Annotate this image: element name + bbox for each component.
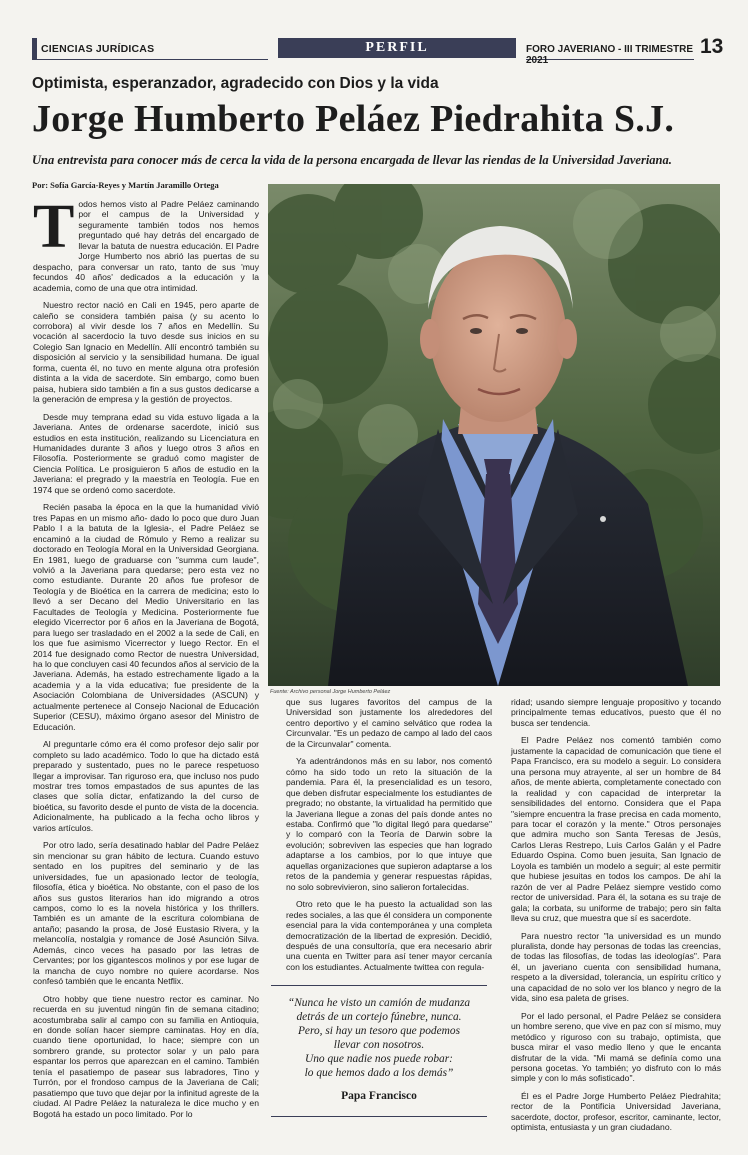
- article-kicker: Optimista, esperanzador, agradecido con Dios y la vida: [32, 75, 439, 92]
- page-number: 13: [700, 35, 724, 58]
- paragraph: Al preguntarle cómo era él como profesor dejo salir por completo su lado académico. Todo lo que ha dictado está preparado y sustentado, pues no le parece respetuoso llegar a improvisar. Tan riguroso era, que incluso nos pudo mostrar tres tomos empastados de sus apuntes de las clases que solía dictar, enfatizando la del curso de bioética, su favorito desde el punto de vista de la docencia. Adicionalmente, ha publicado a la fecha ocho libros y varios artículos.: [33, 739, 259, 833]
- paragraph: Otro hobby que tiene nuestro rector es caminar. No recuerda en su juventud ningún fin de semana citadino; acostumbraba salir al campo con su familia en Antioquia, en donde solían hacer siempre caminatas. Hoy en día, cuando tiene oportunidad, lo hace; siempre con un sombrero grande, su protector solar y un palo para espantar los perros que aparezcan en el camino. También tenía el pasatiempo de pasear sus labradores, Tino y Turrón, por el frondoso campus de la Javeriana de Cali; pasatiempo que tuvo que dejar por la infinitud agreste de la ciudad. Al Padre Peláez la naturaleza le dice mucho y en Bogotá ha estado un poco limitado. Por lo: [33, 993, 259, 1119]
- pull-quote: [271, 985, 487, 1117]
- article-standfirst: Una entrevista para conocer más de cerca la vida de la persona encargada de llevar las riendas de la Universidad Javeriana.: [32, 153, 672, 167]
- section-badge: PERFIL: [278, 38, 516, 58]
- article-title: Jorge Humberto Peláez Piedrahita S.J.: [32, 98, 675, 140]
- paragraph: Él es el Padre Jorge Humberto Peláez Piedrahita; rector de la Pontificia Universidad Javeriana, sacerdote, doctor, profesor, escritor, caminante, lector, optimista, entusiasta y un gran ciudadano.: [511, 1090, 721, 1133]
- paragraph: Por el lado personal, el Padre Peláez se considera un hombre sereno, que vive en paz con sí mismo, muy metódico y riguroso con su trabajo, optimista, que busca mirar el vaso medio lleno y que le encanta disfrutar de la vida. "Mi mamá se definía como una persona gocetas. Yo también; yo disfruto con lo más simple y con lo más sofisticado".: [511, 1010, 721, 1084]
- section-label: CIENCIAS JURÍDICAS: [32, 38, 268, 60]
- paragraph: que sus lugares favoritos del campus de la Universidad son justamente los alrededores del centro deportivo y el camino selvático que rodea la Circunvalar. "Es un pedazo de campo al lado del caos de la Circunvalar" comenta.: [286, 697, 492, 749]
- page-header: [32, 35, 724, 66]
- paragraph: Todos hemos visto al Padre Peláez caminando por el campus de la Universidad y seguramente también todos nos hemos preguntado qué hay detrás del encargado de llevar la batuta de nuestra educación. El Padre Jorge Humberto nos abrió las puertas de su despacho, para conversar un rato, tanto de sus 'muy fecundos 40 años' dedicados a la educación y la academia, como de una que otra intimidad.: [33, 193, 259, 293]
- quote-text: “Nunca he visto un camión de mudanza detrás de un cortejo fúnebre, nunca. Pero, si hay un tesoro que podemos llevar con nosotros. Uno que nadie nos puede robar: lo que hemos dado a los demás”: [287, 997, 471, 1079]
- paragraph: Otro reto que le ha puesto la actualidad son las redes sociales, a las que él considera un componente esencial para la vida contemporánea y una completa democratización de la libertad de expresión. Decidió, después de una consultoría, que era necesario abrir una cuenta en Twitter para así tener mayor cercanía con los estudiantes. Actualmente twittea con regula-: [286, 899, 492, 972]
- paragraph: Nuestro rector nació en Cali en 1945, pero aparte de caleño se considera también paisa (y su acento lo corrobora) al vivir desde los 7 años en Medellín. Su vocación al sacerdocio la tuvo desde sus inicios en su Colegio San Ignacio en Medellín. Allí encontró también su disposición al servicio y la sensibilidad humana. De igual forma, cuenta él, no tuvo en mente alguna otra profesión distinta a la vida de sacerdote. Sin embargo, como buen paisa, hubiera sido también a fin a sus gustos dedicarse a la generación de empresa y la gestión de proyectos.: [33, 300, 259, 405]
- article-column-3: [511, 697, 721, 1140]
- article-byline: Por: Sofía García-Reyes y Martín Jaramillo Ortega: [32, 180, 219, 190]
- paragraph: Para nuestro rector "la universidad es un mundo pluralista, donde hay personas de todas las creencias, de todas las filosofías, de todas las ideologías". Para él, un javeriano cuenta con sensibilidad humana, respeto a la diversidad, tolerancia, un espíritu crítico y una capacidad de no solo ver los blanco y negro de la vida, sino esa paleta de grises.: [511, 930, 721, 1004]
- paragraph: Ya adentrándonos más en su labor, nos comentó cómo ha sido todo un reto la situación de la pandemia. Para él, la presencialidad es un tesoro, que deben disfrutar especialmente los estudiantes de pregrado; no obstante, la virtualidad ha permitido que la Javeriana llegue a zonas del país donde antes no estaba. Confirmó que "lo digital llegó para quedarse" y lo comparó con la Teoría de Darwin sobre la evolución; sobreviven las especies que han logrado adaptarse a los cambios, por lo que intuye que aquellas organizaciones que supieron adaptarse a los retos de la pandemia y generar respuestas rápidas, no solo sobrevivieron, sino salieron fortalecidas.: [286, 756, 492, 892]
- publication-label: FORO JAVERIANO - III TRIMESTRE 2021: [526, 38, 694, 60]
- article-column-2: [286, 697, 492, 979]
- quote-author: Papa Francisco: [341, 1090, 417, 1102]
- photo-caption: Fuente: Archivo personal Jorge Humberto Peláez: [270, 689, 391, 695]
- portrait-photo: [268, 184, 720, 686]
- paragraph: Por otro lado, sería desatinado hablar del Padre Peláez sin mencionar su gran hábito de lectura. Cuando estuvo sentado en los pupitres del seminario y de las universidades, fue un apasionado lector de teología, filosofía, ética y bioética. No obstante, con el paso de los años sus gustos literarios han ido migrando a otros campos, como lo es la novela histórica y los thrillers. También es un amante de la escritura colombiana de antaño; pasando la prosa, de José Eustasio Rivera, y la melancolía, nostalgia y romance de José Asunción Silva. Además, cinco veces ha pasado por las letras de Cervantes; por los gigantescos molinos y por ese lugar de la mancha de cuyo nombre no quiere acordarse. Nos confesó también que le encanta Netflix.: [33, 840, 259, 987]
- article-column-1: [33, 193, 259, 1126]
- paragraph: Desde muy temprana edad su vida estuvo ligada a la Javeriana. Antes de ordenarse sacerdote, inició sus estudios en esta institución, realizando su Licenciatura en Humanidades durante 3 años y luego otros 3 años en Filosofía. Posteriormente se graduó como magister de Ciencia Política. Le prosiguieron 5 años de estudio en la Javeriana: el pregrado y la maestría en Teología. Fue en 1974 que se ordenó como sacerdote.: [33, 411, 259, 495]
- paragraph: El Padre Peláez nos comentó también como justamente la capacidad de comunicación que tiene el Papa Francisco, era su modelo a seguir. Lo considera una persona muy atrayente, al ser un hombre de 84 años, de mente abierta, completamente conectado con la realidad y con capacidad de interpretar la sensibilidades del entorno. Considera que el Papa "siempre encuentra la frase precisa en cada momento, para tocar el corazón y la mente." Otros personajes que admira mucho son Santa Teresas de Jesús, Carlos Lleras Restrepo, Luis Carlos Galán y el Padre Eduardo Ospina. Como buen jesuita, San Ignacio de Loyola es también un modelo a seguir; al este permitir que hubiese jesuitas en todos los campos. De ahí la razón de ver al Padre Peláez siempre vestido como rector de universidad. Para él, la sotana es su traje de gala; la corbata, su uniforme de trabajo; pero sin falta lleva su cruz, que muestra que sí es sacerdote.: [511, 735, 721, 924]
- paragraph: ridad; usando siempre lenguaje propositivo y tocando principalmente temas educativos, puesto que él no busca ser tendencia.: [511, 697, 721, 728]
- drop-cap: T: [33, 193, 75, 261]
- paragraph: Recién pasaba la época en la que la humanidad vivió tres Papas en un mismo año- dado lo poco que duro Juan Pablo I a la batuta de la Iglesia-, el Padre Peláez se encaminó a la ciudad de Rómulo y Remo a realizar su doctorado en Teología Moral en la Universidad Georgiana. En 1981, luego de graduarse con "summa cum laude", volvió a la Javeriana para quedarse; pero esta vez no como estudiante. Durante 20 años fue profesor de Teología y de Bioética en la carrera de medicina; esto lo llevó a ser Decano del Medio Universitario en las Facultades de Teología y Medicina. Posteriormente fue elegido Vicerrector por 6 años en la Javeriana de Bogotá, para luego ser trasladado en el 2002 a la sede de Cali, en los que fue asimismo Vicerrector y luego Rector. En el 2014 fue designado como Rector de nuestra Universidad, ha lo que concluyen casi 40 fecundos años al servicio de la Javeriana. Además, ha estado estrechamente ligado a la academia y a la vida educativa; fue presidente de la Asociación Colombiana de Universidades (ASCUN) y actualmente pertenece al Consejo Nacional de Educación Superior (CESU), máximo órgano asesor del Ministro de Educación.: [33, 502, 259, 732]
